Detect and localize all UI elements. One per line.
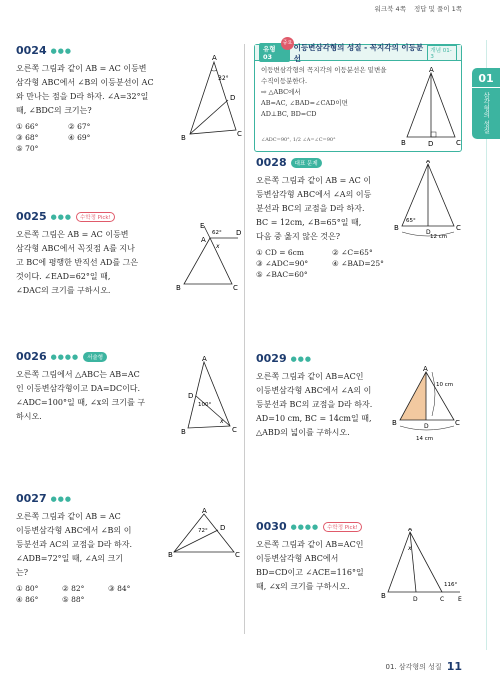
problem-text: 오른쪽 그림과 같이 AB=AC인 이등변삼각형 ABC에서 ∠A의 이 등분선과 BC의 교점을 D라 하자. AD=10 cm, BC = 14cm일 때, △ABD의 넓이를 구하시오.	[256, 372, 373, 437]
label-B: B	[394, 224, 399, 232]
workbook-ref: 워크북 4쪽	[374, 5, 406, 13]
label-C: C	[233, 284, 238, 292]
label-A: A	[201, 236, 206, 244]
problem-number: 0025	[16, 210, 47, 223]
choice-5[interactable]: ⑤ 88°	[62, 595, 85, 604]
pick-badge: 수학정 Pick!	[323, 522, 362, 532]
label-C: C	[235, 551, 240, 558]
problem-0029	[256, 352, 406, 440]
choice-5[interactable]: ⑤ 70°	[16, 144, 39, 153]
label-C: C	[455, 419, 460, 427]
label-D: D	[188, 392, 194, 400]
label-A: A	[202, 356, 207, 363]
important-badge: 중요	[281, 37, 294, 50]
problem-0026	[16, 350, 166, 424]
concept-type-box	[254, 40, 462, 152]
choice-4[interactable]: ④ 86°	[16, 595, 39, 604]
angle-label: 116°	[444, 582, 458, 588]
page-footer	[386, 660, 462, 673]
problem-text: 오른쪽 그림에서 △ABC는 AB=AC 인 이등변삼각형이고 DA=DC이다. ∠ADC=100°일 때, ∠x의 크기를 구 하시오.	[16, 370, 146, 421]
solutions-ref: 정답 및 풀이 1쪽	[413, 5, 462, 13]
label-B: B	[401, 139, 406, 147]
label-D: D	[426, 229, 431, 236]
figure-type	[401, 65, 461, 149]
figure-0028	[392, 160, 464, 240]
label-A: A	[423, 365, 428, 373]
difficulty-dots: ●●●	[50, 494, 72, 503]
label-A: A	[408, 528, 413, 533]
angle-label: 65°	[406, 218, 416, 224]
label-C: C	[232, 426, 237, 434]
problem-text: 오른쪽 그림과 같이 AB = AC 이등변 삼각형 ABC에서 ∠B의 이등분선이 AC 와 만나는 점을 D라 하자. ∠A=32°일 때, ∠BDC의 크기는?	[16, 64, 154, 115]
choice-2[interactable]: ② 67°	[68, 122, 91, 131]
chapter-number: 01	[472, 68, 500, 88]
difficulty-dots: ●●●	[50, 212, 72, 221]
problem-number: 0028	[256, 156, 287, 169]
label-D: D	[230, 94, 236, 102]
choice-1[interactable]: ① 66°	[16, 122, 39, 131]
pick-badge: 수학정 Pick!	[76, 212, 115, 222]
label-B: B	[181, 428, 186, 436]
angle-label: 100°	[198, 402, 212, 408]
difficulty-dots: ●●●●	[290, 522, 320, 531]
label-B: B	[168, 551, 173, 558]
chapter-tab[interactable]	[472, 68, 500, 139]
problem-text: 오른쪽 그림과 같이 AB=AC인 이등변삼각형 ABC에서 BD=CD이고 ∠ACE=116°일 때, ∠x의 크기를 구하시오.	[256, 540, 364, 591]
problem-number: 0030	[256, 520, 287, 533]
difficulty-dots: ●●●	[50, 46, 72, 55]
type-title: 이등변삼각형의 성질 - 꼭지각의 이등분선	[293, 42, 424, 63]
label-A: A	[426, 160, 431, 165]
choice-2[interactable]: ② 82°	[62, 584, 85, 593]
x-label: x	[216, 243, 220, 250]
footer-chapter: 01. 삼각형의 성질	[385, 662, 442, 671]
label-D: D	[220, 524, 226, 532]
difficulty-dots: ●●●	[290, 354, 312, 363]
label-E: E	[458, 596, 462, 603]
column-divider	[244, 44, 245, 634]
figure-0030	[380, 528, 464, 610]
figure-0026	[180, 356, 240, 436]
label-C: C	[237, 130, 242, 138]
label-D: D	[428, 140, 434, 148]
problem-text: 오른쪽 그림과 같이 AB = AC 이 등변삼각형 ABC에서 ∠A의 이등 분선과 BC의 교점을 D라 하자. BC = 12cm, ∠B=65°일 때, 다음 중 옳지 않은 것은?	[256, 176, 372, 241]
problem-0025	[16, 210, 166, 298]
page-number: 11	[446, 660, 462, 673]
label-A: A	[429, 66, 434, 74]
representative-badge: 대표 문제	[291, 158, 322, 168]
figure-0025	[172, 222, 242, 292]
choice-2[interactable]: ② ∠C=65°	[332, 248, 373, 257]
choice-3[interactable]: ③ ∠ADC=90°	[256, 259, 309, 268]
angle-label: 62°	[212, 230, 222, 236]
essay-badge: 서술형	[83, 352, 107, 362]
length-label-1: 10 cm	[436, 382, 454, 388]
choice-4[interactable]: ④ ∠BAD=25°	[332, 259, 384, 268]
problem-number: 0026	[16, 350, 47, 363]
figure-0029	[392, 364, 466, 448]
type-label: 유형 03	[259, 43, 290, 62]
choice-4[interactable]: ④ 69°	[68, 133, 91, 142]
label-B: B	[176, 284, 181, 292]
length-label-2: 14 cm	[416, 436, 434, 442]
problem-number: 0029	[256, 352, 287, 365]
problem-text: 오른쪽 그림과 같이 AB = AC 이등변삼각형 ABC에서 ∠B의 이 등분선과 AC의 교점을 D라 하자. ∠ADB=72°일 때, ∠A의 크기 는?	[16, 512, 133, 577]
choice-3[interactable]: ③ 84°	[108, 584, 131, 593]
choice-1[interactable]: ① 80°	[16, 584, 39, 593]
concept-ref[interactable]: 개념 01-3	[427, 45, 457, 61]
label-D: D	[413, 596, 418, 603]
label-B: B	[381, 592, 386, 600]
difficulty-dots: ●●●●	[50, 352, 80, 361]
label-E: E	[200, 222, 205, 230]
choice-1[interactable]: ① CD = 6cm	[256, 248, 304, 257]
label-A: A	[202, 508, 207, 515]
problem-number: 0024	[16, 44, 47, 57]
label-D: D	[424, 423, 429, 430]
choice-3[interactable]: ③ 68°	[16, 133, 39, 142]
problem-text: 오른쪽 그림은 AB = AC 이등변 삼각형 ABC에서 꼭짓점 A를 지나 고 BC에 평행한 반직선 AD를 그은 것이다. ∠EAD=62°일 때, ∠DAC의 크기를 구하시오.	[16, 230, 139, 295]
type-body: 이등변삼각형의 꼭지각의 이등분선은 밑변을 수직이등분한다. ⇨ △ABC에서 AB=AC, ∠BAD=∠CAD이면 AD⊥BC, BD=CD	[261, 66, 387, 118]
angle-label: 32°	[218, 75, 229, 82]
problem-number: 0027	[16, 492, 47, 505]
x-label: x	[408, 545, 412, 552]
label-B: B	[181, 134, 186, 142]
label-B: B	[392, 419, 397, 427]
angle-note-2: ∠A=∠C=90°	[302, 137, 336, 143]
label-C: C	[456, 224, 461, 232]
problem-0024	[16, 44, 166, 153]
figure-0024	[180, 52, 242, 142]
top-bar	[375, 4, 462, 13]
choice-5[interactable]: ⑤ ∠BAC=60°	[256, 270, 308, 279]
x-label: x	[220, 418, 224, 425]
angle-label: 72°	[198, 528, 208, 534]
label-C: C	[440, 596, 445, 603]
chapter-title: 삼각형의 성질	[482, 92, 491, 134]
angle-note: ∠ADC=90°, 1/2	[261, 137, 301, 143]
label-A: A	[212, 54, 217, 62]
figure-0027	[168, 508, 242, 558]
length-label: 12 cm	[430, 234, 448, 240]
label-D: D	[236, 229, 242, 237]
label-C: C	[456, 139, 461, 147]
